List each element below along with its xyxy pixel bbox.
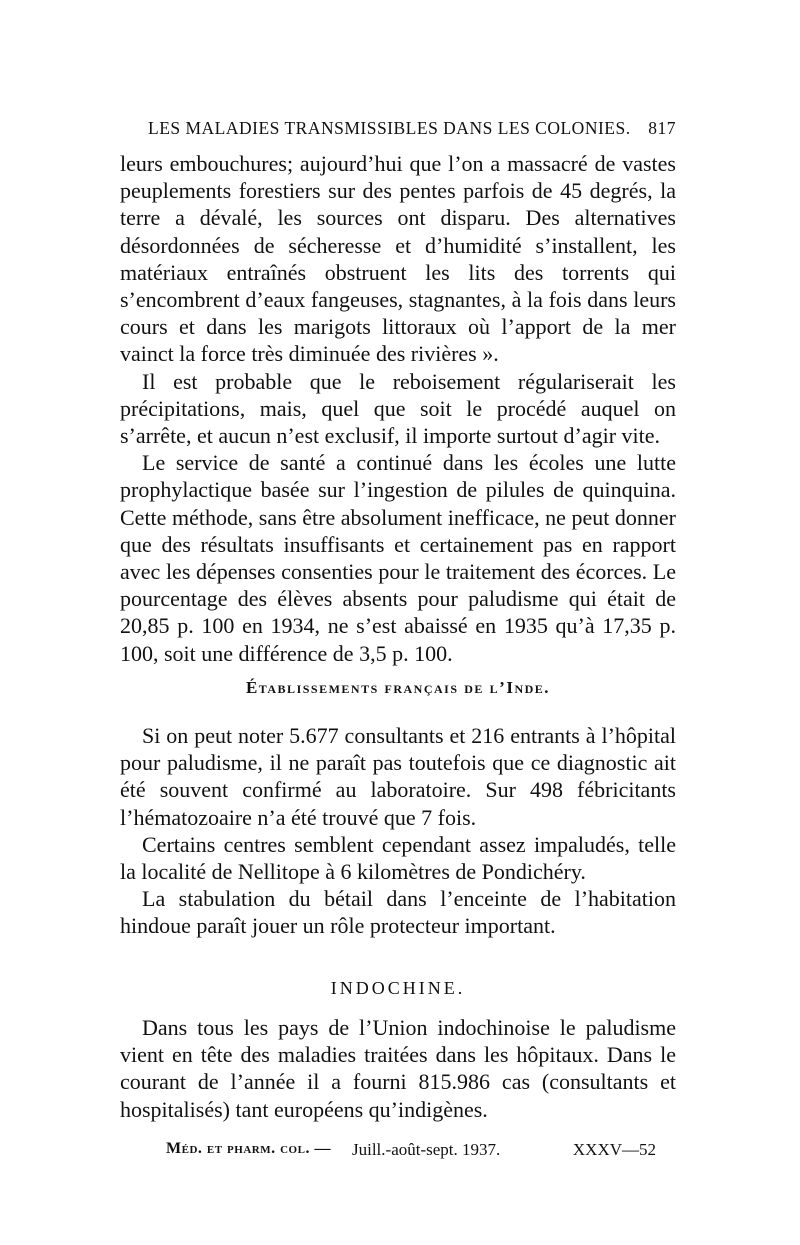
footer-date: Juill.-août-sept. 1937. — [352, 1140, 501, 1159]
running-head-title: LES MALADIES TRANSMISSIBLES DANS LES COLONIES. — [148, 118, 631, 138]
paragraph: Dans tous les pays de l’Union indochinoise le paludisme vient en tête des maladies traitées dans les hôpitaux. Dans le courant de l’année il a fourni 815.986 cas (consultants et hospitalisés) tant européens qu’indigènes. — [120, 1015, 676, 1122]
paragraph: La stabulation du bétail dans l’enceinte de l’habitation hindoue paraît jouer un rôle protecteur important. — [120, 886, 676, 939]
paragraph: Il est probable que le reboisement régulariserait les précipitations, mais, quel que soit le procédé auquel on s’arrête, et aucun n’est exclusif, il importe surtout d’agir vite. — [120, 368, 676, 449]
text-block-paludisme — [120, 150, 676, 667]
page-number: 817 — [648, 118, 676, 138]
paragraph: leurs embouchures; aujourd’hui que l’on a massacré de vastes peuplements forestiers sur des pentes parfois de 45 degrés, la terre a dévalé, les sources ont disparu. Des alternatives désordonnées de sécheresse et d’humidité s’installent, les matériaux entraînés obstruent les lits des torrents qui s’encombrent d’eaux fangeuses, stagnantes, à la fois dans leurs cours et dans les marigots littoraux où l’apport de la mer vainct la force très diminuée des rivières ». — [120, 151, 676, 367]
paragraph: Le service de santé a continué dans les écoles une lutte prophylactique basée sur l’ingestion de pilules de quinquina. Cette méthode, sans être absolument inefficace, ne peut donner que des résultats insuffisants et certainement pas en rapport avec les dépenses consenties pour le traitement des écorces. Le pourcentage des élèves absents pour paludisme qui était de 20,85 p. 100 en 1934, ne s’est abaissé en 1935 qu’à 17,35 p. 100, soit une différence de 3,5 p. 100. — [120, 450, 676, 666]
paragraph: Certains centres semblent cependant assez impaludés, telle la localité de Nellitope à 6 kilomètres de Pondichéry. — [120, 831, 676, 885]
footer-signature: XXXV—52 — [572, 1140, 656, 1159]
section-heading-indochine: INDOCHINE. — [330, 978, 466, 998]
section-heading-etablissements: Établissements français de l’Inde. — [245, 678, 551, 697]
paragraph: Si on peut noter 5.677 consultants et 216 entrants à l’hôpital pour paludisme, il ne paraît pas toutefois que ce diagnostic ait été souvent confirmé au laboratoire. Sur 498 fébricitants l’hématozoaire n’a été trouvé que 7 fois. — [120, 723, 676, 830]
text-block-indochine — [120, 1014, 676, 1123]
text-block-inde — [120, 722, 676, 940]
footer-journal: Méd. et pharm. col. — — [166, 1140, 331, 1157]
